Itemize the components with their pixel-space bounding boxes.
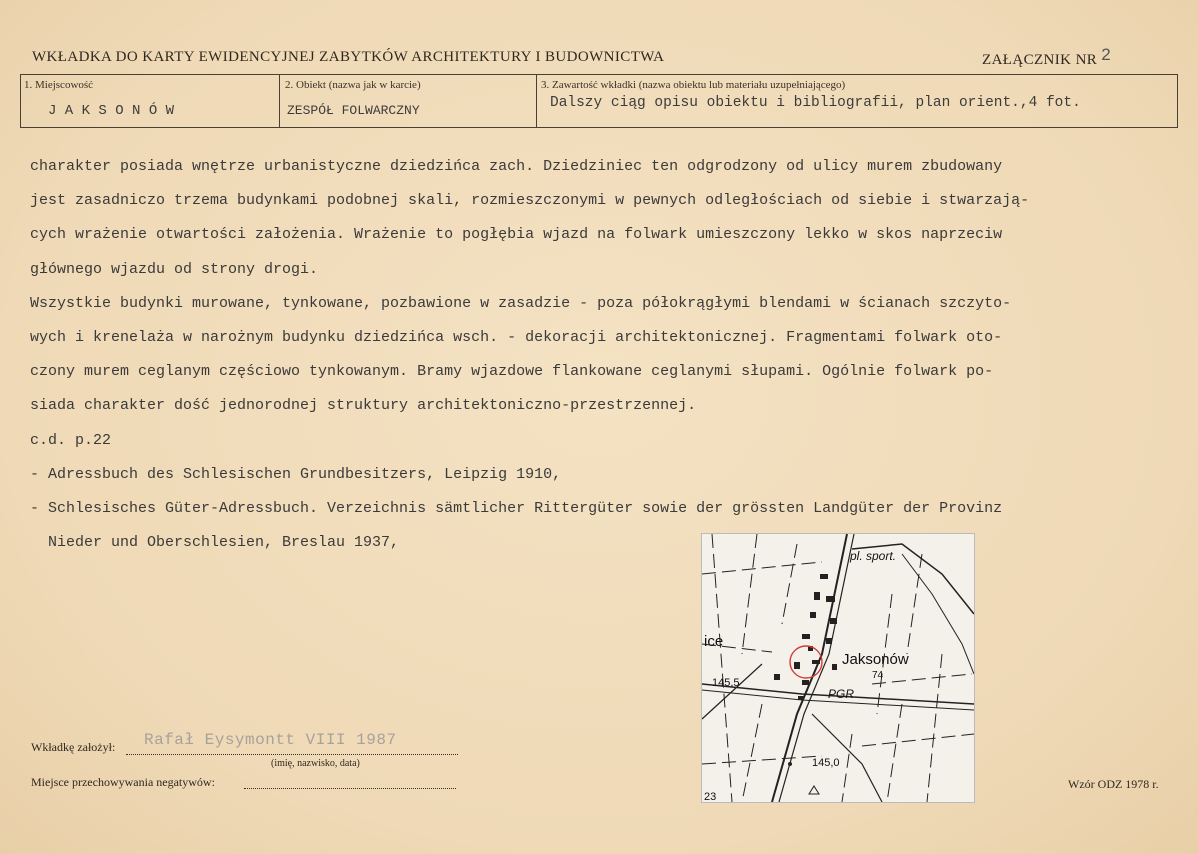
map-label-pgr: PGR: [828, 687, 855, 701]
text-line: - Adressbuch des Schlesischen Grundbesitzers, Leipzig 1910,: [30, 465, 562, 483]
attachment-number-value: 2: [1101, 45, 1112, 64]
text-line: wych i krenelaża w narożnym budynku dziedzińca wsch. - dekoracji architektonicznej. Fragmentami folwark oto-: [30, 329, 1003, 347]
object-label: 2. Obiekt (nazwa jak w karcie): [285, 79, 421, 91]
map-label-corner: 23: [704, 791, 717, 802]
text-line: głównego wjazdu od strony drogi.: [30, 260, 319, 278]
text-line: Nieder und Oberschlesien, Breslau 1937,: [30, 534, 400, 552]
text-line: jest zasadniczo trzema budynkami podobnej skali, rozmieszczonymi w pewnych odległościach od siebie i stwarzają-: [30, 192, 1030, 210]
location-map: [701, 533, 975, 803]
locality-value: J A K S O N Ó W: [48, 103, 175, 119]
field-divider-4: [1177, 74, 1178, 127]
map-label-sport: pl. sport.: [850, 549, 897, 563]
map-label-village: Jaksonów: [842, 651, 909, 668]
storage-line: [244, 788, 456, 789]
text-line: cych wrażenie otwartości założenia. Wrażenie to pogłębia wjazd na folwark umieszczony lekko w skos naprzeciw: [30, 226, 1003, 244]
map-label-elevation-2: 145,0: [812, 757, 840, 769]
text-line: charakter posiada wnętrze urbanistyczne dziedzińca zach. Dziedziniec ten odgrodzony od ulicy murem zbudowany: [30, 158, 1003, 175]
object-value: ZESPÓŁ FOLWARCZNY: [287, 103, 420, 118]
header-top-rule: [20, 74, 1178, 75]
triangulation-point-icon: [809, 786, 819, 794]
map-label-elevation-1: 145,5: [712, 677, 740, 689]
text-line: - Schlesisches Güter-Adressbuch. Verzeichnis sämtlicher Rittergüter sowie der grössten Landgüter der Provinz: [30, 500, 1003, 518]
founder-label: Wkładkę założył:: [31, 740, 116, 754]
map-label-74: 74: [872, 670, 884, 681]
attachment-number: [982, 45, 1112, 69]
founder-sublabel: (imię, nazwisko, data): [271, 758, 360, 769]
form-code: Wzór ODZ 1978 r.: [1068, 777, 1159, 791]
header-bottom-rule: [20, 127, 1178, 128]
field-divider-1: [20, 74, 21, 127]
text-line: siada charakter dość jednorodnej struktury architektoniczno-przestrzennej.: [30, 397, 697, 415]
text-line: czony murem ceglanym częściowo tynkowanym. Bramy wjazdowe flankowane ceglanymi słupami. Ogólnie folwark po-: [30, 363, 994, 381]
contents-value: Dalszy ciąg opisu obiektu i bibliografii, plan orient.,4 fot.: [550, 95, 1081, 111]
map-drawing: [702, 534, 974, 802]
map-label-ice: ice: [704, 633, 724, 650]
locality-label: 1. Miejscowość: [24, 79, 94, 91]
card-title: WKŁADKA DO KARTY EWIDENCYJNEJ ZABYTKÓW ARCHITEKTURY I BUDOWNICTWA: [32, 49, 665, 65]
text-line: Wszystkie budynki murowane, tynkowane, pozbawione w zasadzie - poza półokrągłymi blendami w ścianach szczyto-: [30, 294, 1012, 312]
field-divider-3: [536, 74, 537, 127]
description-text: [30, 150, 1170, 560]
founder-line: [126, 754, 458, 755]
contents-label: 3. Zawartość wkładki (nazwa obiektu lub materiału uzupełniającego): [541, 79, 846, 91]
text-line: c.d. p.22: [30, 431, 112, 449]
field-divider-2: [279, 74, 280, 127]
storage-label: Miejsce przechowywania negatywów:: [31, 775, 215, 789]
attachment-label: ZAŁĄCZNIK NR: [982, 52, 1098, 68]
founder-signature: Rafał Eysymontt VIII 1987: [144, 731, 397, 749]
